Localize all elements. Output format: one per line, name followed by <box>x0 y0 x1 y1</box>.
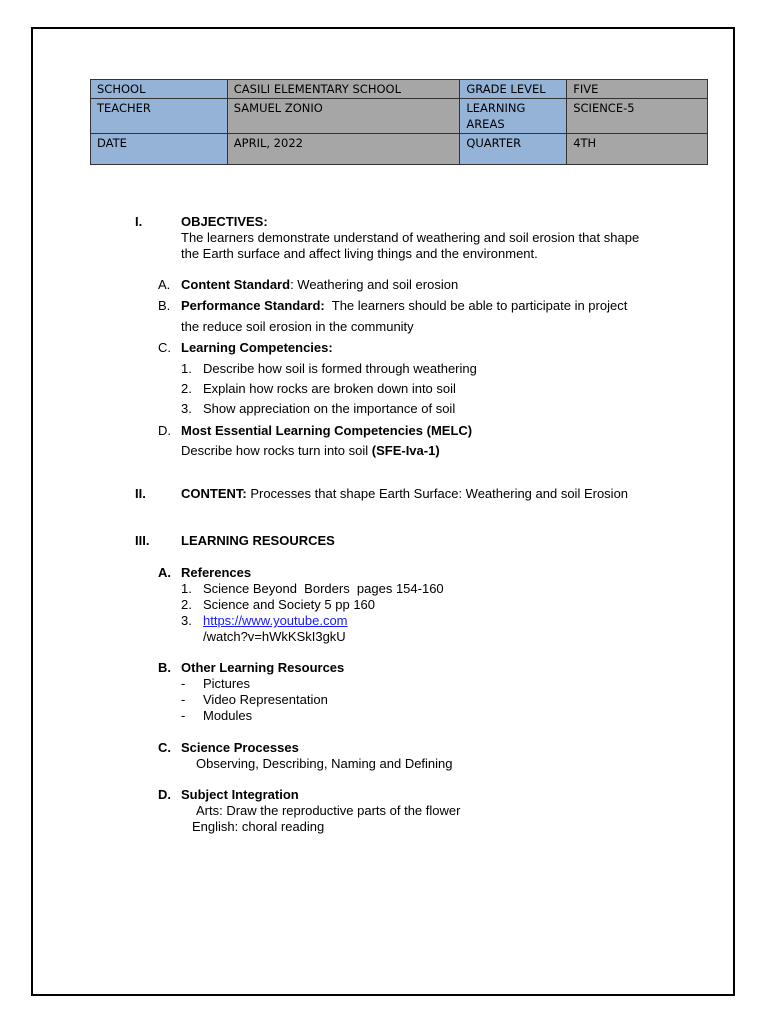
learning-competencies-marker: C. <box>158 340 171 355</box>
competency-text: Show appreciation on the importance of soil <box>203 401 456 416</box>
science-processes-marker: C. <box>158 740 171 755</box>
performance-standard-text2: the reduce soil erosion in the community <box>181 319 414 334</box>
reference-text: Science Beyond Borders pages 154-160 <box>203 581 444 596</box>
objectives-heading: OBJECTIVES: <box>181 214 268 229</box>
other-resources-marker: B. <box>158 660 171 675</box>
date-value: APRIL, 2022 <box>227 134 460 165</box>
performance-standard <box>181 298 627 314</box>
content-standard-text: : Weathering and soil erosion <box>290 277 459 292</box>
competency-number: 3. <box>181 401 192 416</box>
science-processes-text: Observing, Describing, Naming and Defining <box>196 756 453 771</box>
subject-integration-marker: D. <box>158 787 171 802</box>
date-label: DATE <box>91 134 228 165</box>
table-row <box>91 80 708 99</box>
resources-numeral: III. <box>135 533 150 548</box>
subject-integration-heading: Subject Integration <box>181 787 299 802</box>
teacher-label: TEACHER <box>91 99 228 134</box>
subject-integration-english: English: choral reading <box>192 819 325 834</box>
other-resources-heading: Other Learning Resources <box>181 660 345 675</box>
learning-competencies-label: Learning Competencies: <box>181 340 333 355</box>
melc-code: (SFE-Iva-1) <box>371 443 440 458</box>
objectives-line2: the Earth surface and affect living things and the environment. <box>181 246 538 261</box>
list-item: Video Representation <box>203 692 328 707</box>
learning-areas-label-line2: AREAS <box>466 117 505 131</box>
content-standard-label: Content Standard <box>181 277 291 292</box>
content-heading: CONTENT: <box>181 486 247 501</box>
content-text: Processes that shape Earth Surface: Weathering and soil Erosion <box>246 486 629 501</box>
youtube-link-rest: /watch?v=hWkKSkI3gkU <box>203 629 346 644</box>
content-line <box>181 486 628 502</box>
grade-value: FIVE <box>567 80 708 99</box>
science-processes-heading: Science Processes <box>181 740 299 755</box>
resources-heading: LEARNING RESOURCES <box>181 533 335 548</box>
performance-standard-label: Performance Standard: <box>181 298 325 313</box>
page-border <box>31 27 735 996</box>
melc-text <box>181 443 440 459</box>
competency-text: Explain how rocks are broken down into soil <box>203 381 456 396</box>
teacher-value: SAMUEL ZONIO <box>227 99 460 134</box>
content-standard <box>181 277 458 293</box>
quarter-label: QUARTER <box>460 134 567 165</box>
melc-description: Describe how rocks turn into soil <box>181 443 372 458</box>
header-table <box>90 79 708 165</box>
reference-number: 1. <box>181 581 192 596</box>
references-marker: A. <box>158 565 171 580</box>
content-standard-marker: A. <box>158 277 171 292</box>
competency-number: 2. <box>181 381 192 396</box>
performance-standard-text: The learners should be able to participate in project <box>324 298 628 313</box>
school-value: CASILI ELEMENTARY SCHOOL <box>227 80 460 99</box>
melc-marker: D. <box>158 423 171 438</box>
table-row <box>91 134 708 165</box>
objectives-line1: The learners demonstrate understand of weathering and soil erosion that shape <box>181 230 640 245</box>
quarter-value: 4TH <box>567 134 708 165</box>
list-dash: - <box>181 708 186 723</box>
melc-label: Most Essential Learning Competencies (MELC) <box>181 423 473 438</box>
school-label: SCHOOL <box>91 80 228 99</box>
competency-number: 1. <box>181 361 192 376</box>
table-row <box>91 99 708 134</box>
subject-integration-arts: Arts: Draw the reproductive parts of the flower <box>196 803 461 818</box>
learning-areas-value: SCIENCE-5 <box>567 99 708 134</box>
content-numeral: II. <box>135 486 146 501</box>
list-item: Pictures <box>203 676 250 691</box>
objectives-numeral: I. <box>135 214 143 229</box>
list-dash: - <box>181 676 186 691</box>
learning-areas-label-line1: LEARNING <box>466 101 526 115</box>
learning-areas-label <box>460 99 567 134</box>
grade-label: GRADE LEVEL <box>460 80 567 99</box>
references-heading: References <box>181 565 252 580</box>
youtube-link[interactable]: https://www.youtube.com <box>203 613 348 628</box>
reference-number: 3. <box>181 613 192 628</box>
reference-text: Science and Society 5 pp 160 <box>203 597 376 612</box>
performance-standard-marker: B. <box>158 298 171 313</box>
list-item: Modules <box>203 708 253 723</box>
list-dash: - <box>181 692 186 707</box>
competency-text: Describe how soil is formed through weathering <box>203 361 477 376</box>
reference-number: 2. <box>181 597 192 612</box>
